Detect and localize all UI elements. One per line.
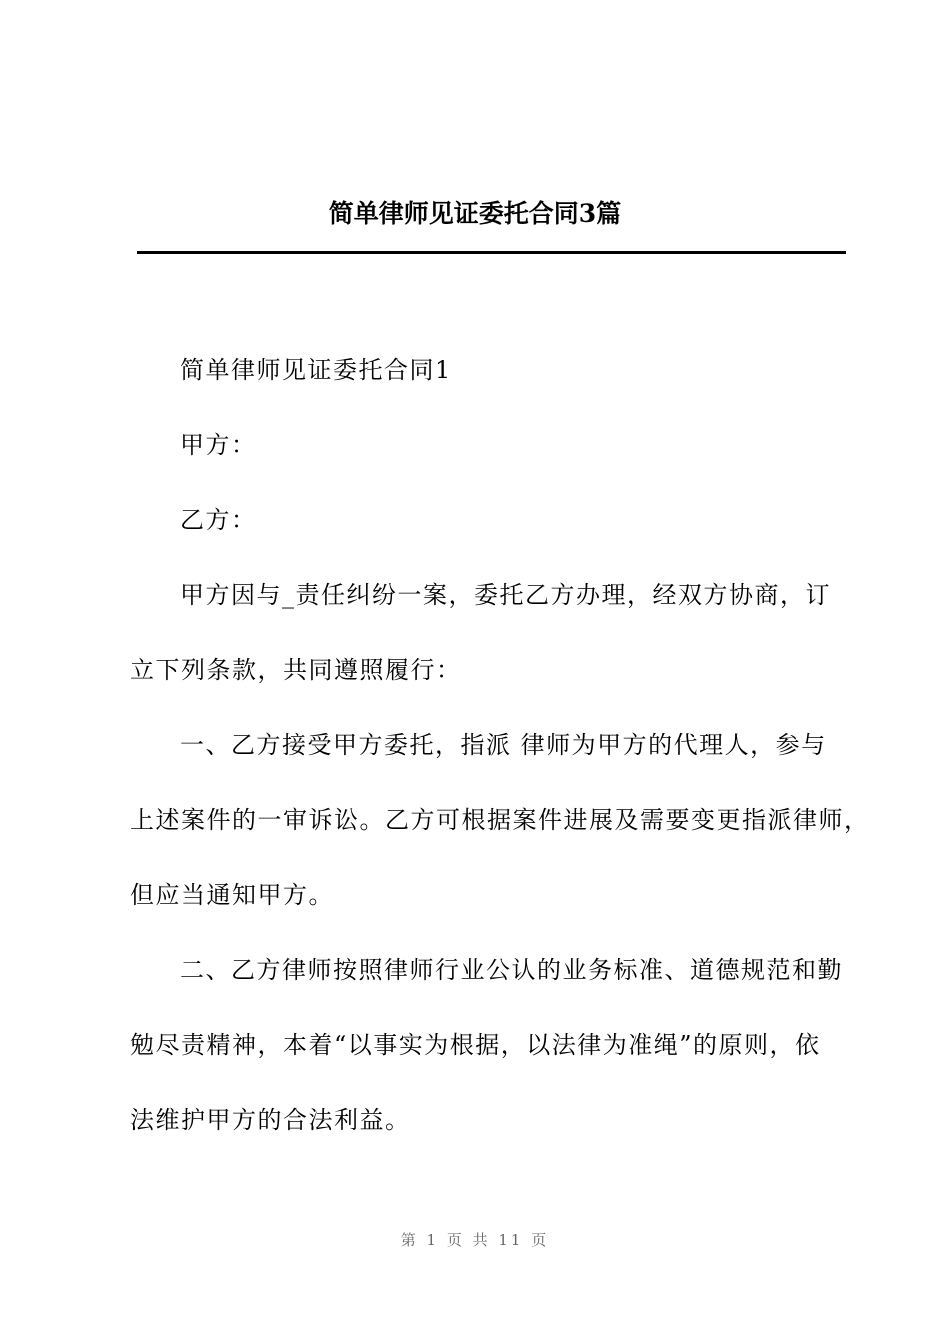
document-title: 简单律师见证委托合同3篇	[328, 199, 622, 228]
party-a-label: 甲方：	[180, 431, 257, 459]
title-underline	[137, 251, 846, 254]
section-heading: 简单律师见证委托合同1	[180, 356, 452, 384]
paragraph-line: 二、乙方律师按照律师行业公认的业务标准、道德规范和勤	[180, 956, 843, 984]
page-number-footer: 第 1 页 共 11 页	[400, 1231, 550, 1249]
paragraph-line: 勉尽责精神，本着“以事实为根据，以法律为准绳”的原则，依	[130, 1031, 821, 1059]
paragraph-line: 一、乙方接受甲方委托，指派 律师为甲方的代理人，参与	[180, 731, 827, 759]
party-b-label: 乙方：	[180, 506, 257, 534]
paragraph-line: 但应当通知甲方。	[130, 881, 334, 909]
paragraph-line: 立下列条款，共同遵照履行：	[130, 656, 462, 684]
paragraph-line: 上述案件的一审诉讼。乙方可根据案件进展及需要变更指派律师，	[130, 806, 870, 834]
paragraph-line: 甲方因与_责任纠纷一案，委托乙方办理，经双方协商，订	[180, 581, 831, 609]
paragraph-line: 法维护甲方的合法利益。	[130, 1106, 411, 1134]
